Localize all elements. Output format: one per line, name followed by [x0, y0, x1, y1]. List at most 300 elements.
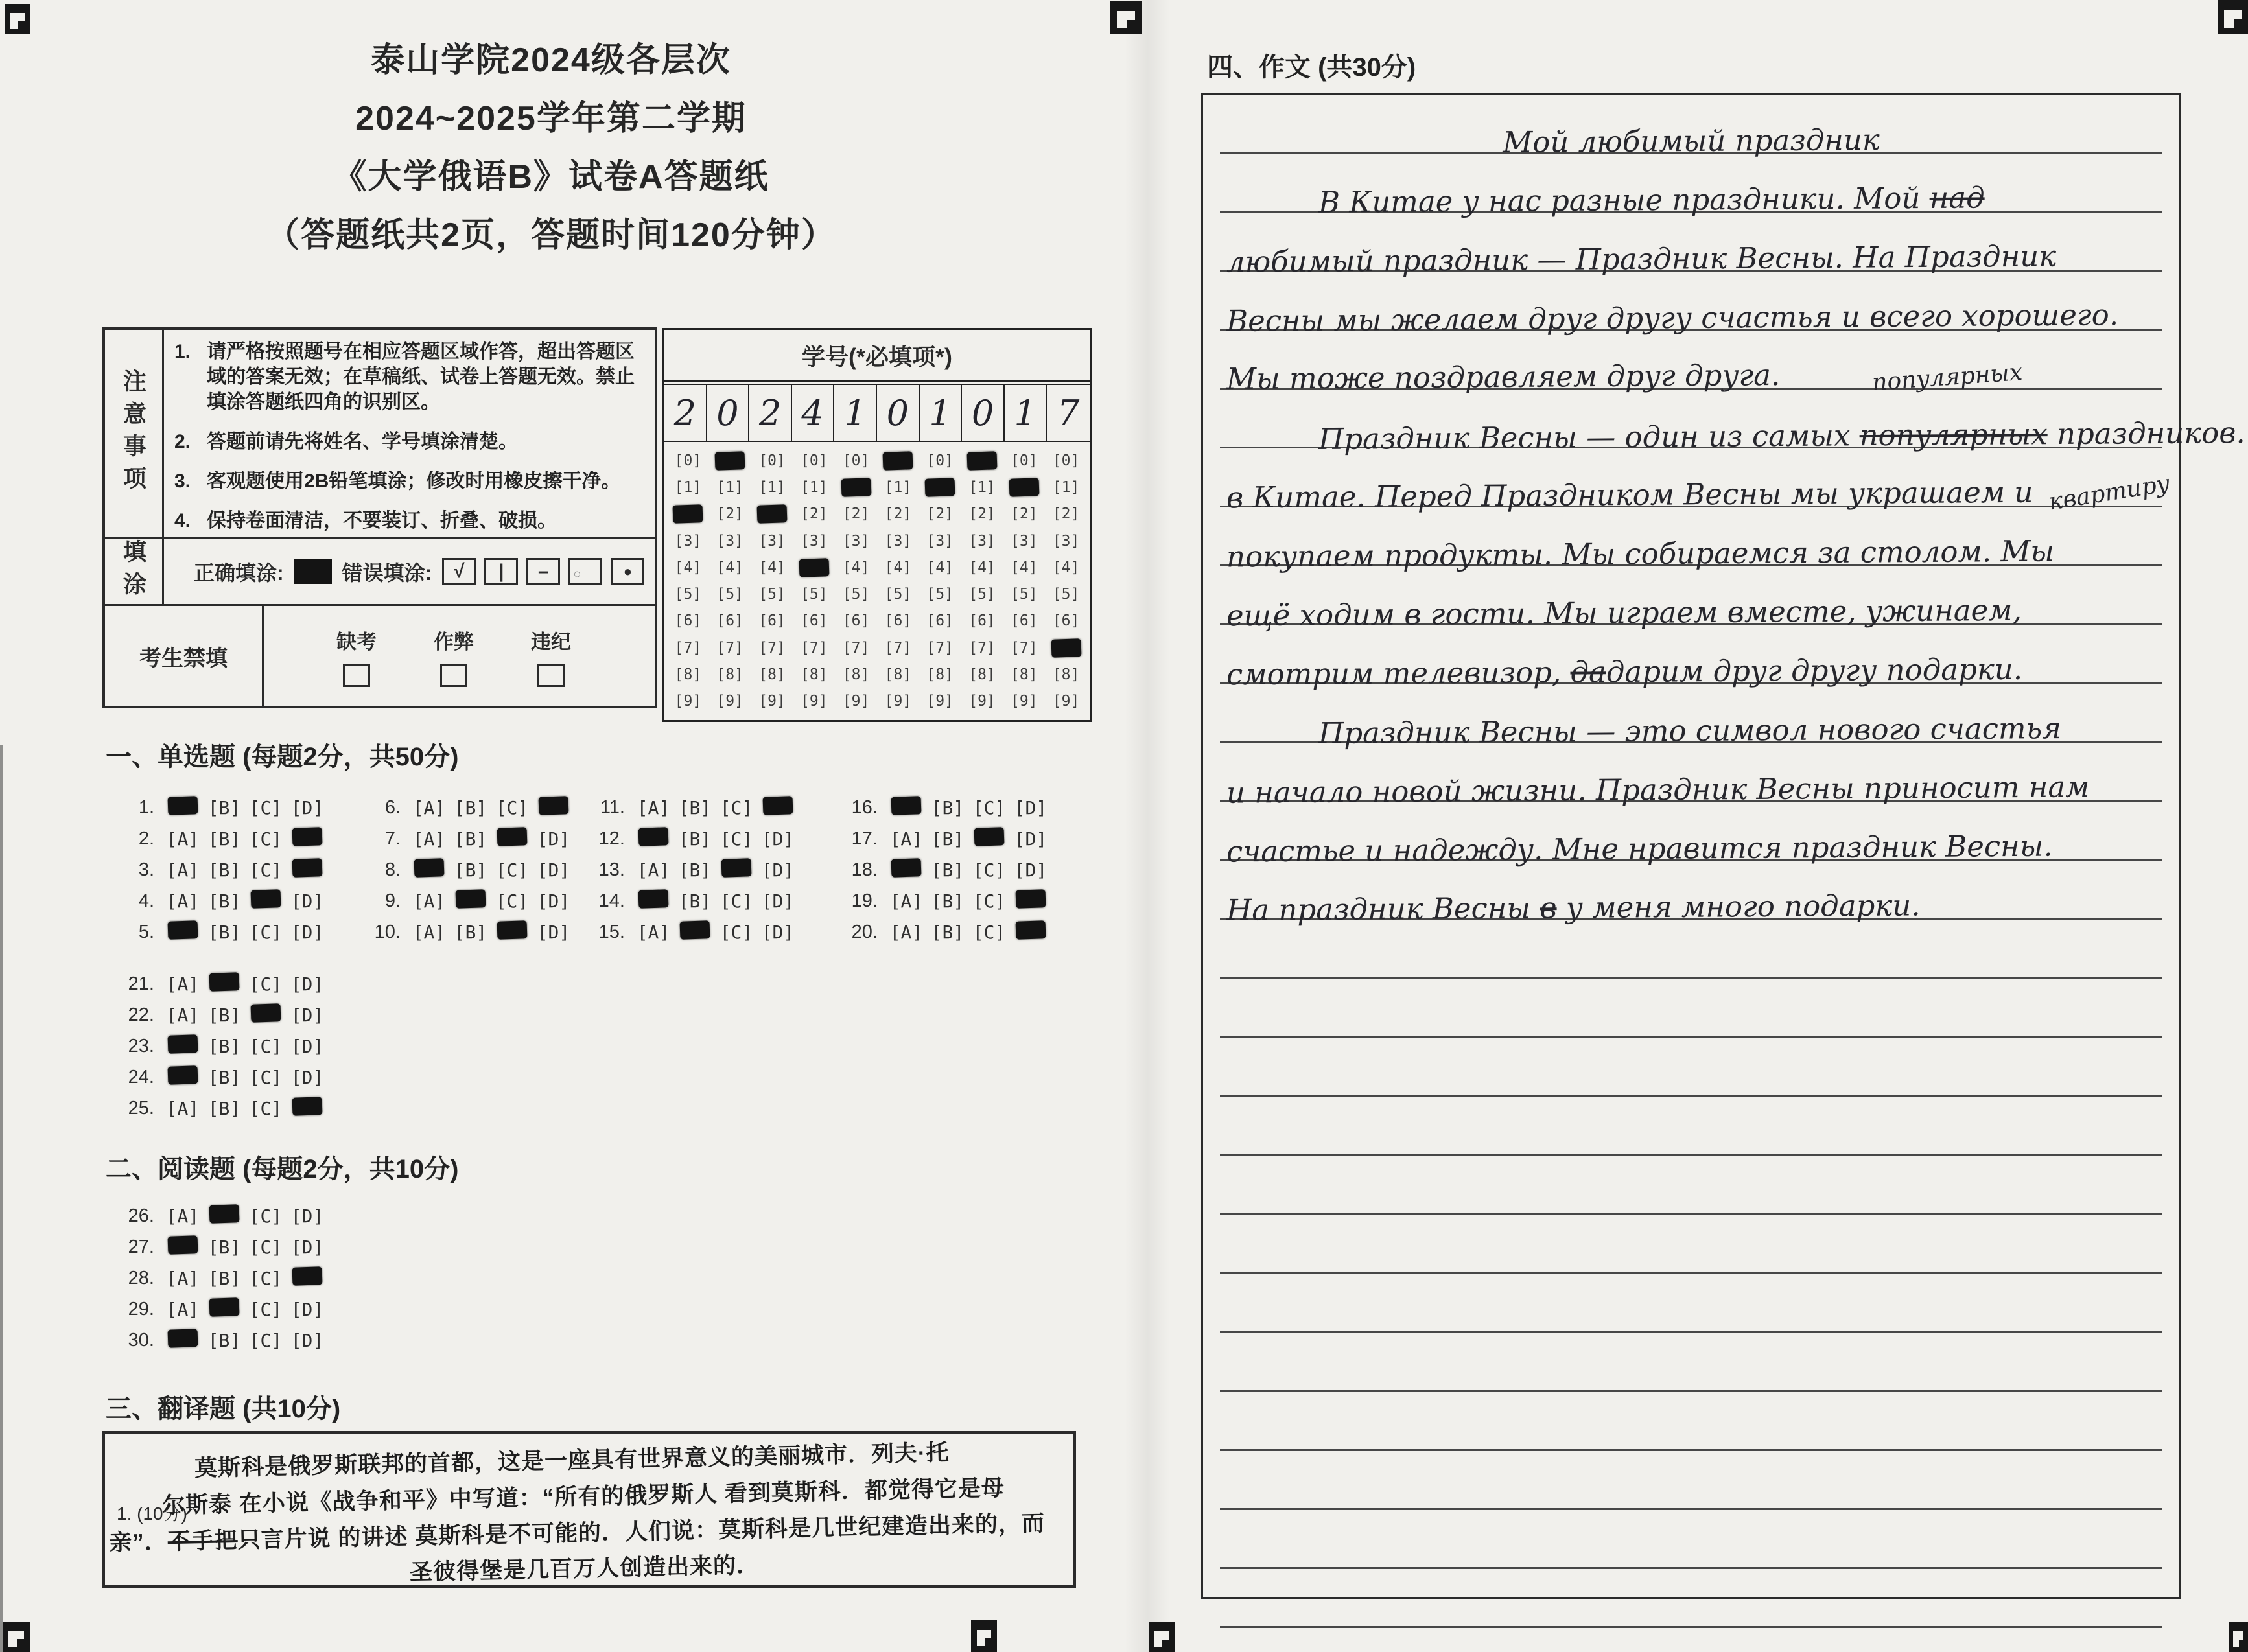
filled-answer-A[interactable]: [408, 859, 450, 881]
filled-answer-D[interactable]: [287, 828, 328, 850]
student-id-bubble[interactable]: [9]: [1011, 693, 1038, 710]
student-id-bubble[interactable]: [6]: [1052, 612, 1080, 630]
student-id-bubble[interactable]: [3]: [842, 532, 870, 550]
answer-option-A[interactable]: [A]: [166, 1267, 200, 1289]
mcq-row: [114, 1093, 328, 1124]
student-id-bubble[interactable]: [5]: [884, 586, 912, 603]
student-id-bubble[interactable]: [7]: [758, 639, 786, 657]
student-id-bubble[interactable]: [7]: [968, 639, 996, 657]
answer-option-A[interactable]: [A]: [637, 797, 670, 819]
answer-option-B[interactable]: [B]: [678, 859, 712, 881]
student-id-bubble[interactable]: [3]: [884, 532, 912, 550]
student-id-bubble[interactable]: [4]: [926, 559, 954, 576]
notice-item-text: 请严格按照题号在相应答题区域作答，超出答题区域的答案无效；在草稿纸、试卷上答题无效。禁止填涂答题纸四角的识别区。: [207, 341, 635, 413]
answer-option-D[interactable]: [D]: [537, 859, 570, 881]
student-id-bubble[interactable]: [709, 447, 751, 474]
student-id-bubble[interactable]: [667, 501, 709, 528]
student-id-bubble[interactable]: [2]: [884, 506, 912, 523]
student-id-bubble[interactable]: [5]: [926, 586, 954, 603]
wrong-fill-example-dash-icon: –: [526, 558, 560, 585]
wrong-fill-label: 错误填涂:: [342, 561, 432, 585]
filled-answer-B[interactable]: [204, 973, 245, 995]
answer-option-A[interactable]: [A]: [166, 1004, 200, 1026]
student-id-bubble[interactable]: [4]: [968, 559, 996, 576]
filled-answer-A[interactable]: [885, 797, 927, 819]
mcq-row: [837, 792, 1051, 823]
filled-bubble-mark: [799, 558, 829, 577]
student-id-bubble[interactable]: [1003, 474, 1045, 500]
answer-option-C[interactable]: [C]: [720, 828, 753, 850]
notice-row-instructions: [105, 330, 655, 539]
answer-option-D[interactable]: [D]: [290, 921, 324, 943]
student-id-bubble[interactable]: [8]: [758, 666, 786, 684]
answer-option-B[interactable]: [B]: [931, 797, 965, 819]
answer-option-D[interactable]: [D]: [290, 1066, 324, 1088]
answer-option-A[interactable]: [A]: [889, 890, 923, 912]
filled-answer-C[interactable]: [245, 890, 287, 913]
student-id-bubble[interactable]: [8]: [801, 666, 828, 684]
filled-bubble-mark: [891, 858, 922, 878]
answer-option-D[interactable]: [D]: [290, 1329, 324, 1351]
student-id-bubble[interactable]: [919, 474, 961, 500]
answer-option-C[interactable]: [C]: [495, 859, 529, 881]
struck-handwriting: 不手把: [167, 1527, 239, 1555]
student-id-bubble[interactable]: [7]: [1011, 639, 1038, 657]
student-id-digit: 1: [1005, 385, 1048, 441]
filled-answer-D[interactable]: [287, 1097, 328, 1120]
student-id-bubble[interactable]: [5]: [716, 586, 743, 603]
student-id-bubble[interactable]: [1]: [884, 478, 912, 496]
student-id-bubble[interactable]: [5]: [758, 586, 786, 603]
handwriting-text: 尔斯泰 在小说《战争和平》中写道：“所有的俄罗斯人 看到莫斯科．都觉得它是母: [161, 1475, 1005, 1518]
student-id-bubble[interactable]: [2]: [968, 506, 996, 523]
answer-option-D[interactable]: [D]: [761, 828, 795, 850]
filled-bubble-mark: [1016, 920, 1046, 940]
filled-answer-D[interactable]: [1010, 890, 1051, 913]
filled-answer-D[interactable]: [287, 859, 328, 881]
answer-option-C[interactable]: [C]: [249, 921, 283, 943]
violation-checkbox[interactable]: [537, 664, 565, 687]
student-id-bubble[interactable]: [1045, 634, 1087, 661]
registration-marker-icon: [1149, 1622, 1175, 1652]
answer-option-A[interactable]: [A]: [412, 828, 446, 850]
filled-bubble-mark: [209, 1297, 240, 1317]
answer-option-D[interactable]: [D]: [290, 1298, 324, 1320]
filled-answer-B[interactable]: [204, 1205, 245, 1227]
student-id-bubble[interactable]: [4]: [758, 559, 786, 576]
answer-option-C[interactable]: [C]: [249, 1329, 283, 1351]
notice-item-number: 2.: [174, 431, 191, 452]
student-id-bubble[interactable]: [7]: [674, 639, 702, 657]
answer-option-A[interactable]: [A]: [166, 828, 200, 850]
handwriting-text: Весны мы желаем друг другу счастья и всего хорошего.: [1226, 297, 2119, 338]
student-id-bubble[interactable]: [9]: [968, 693, 996, 710]
question-number: 5.: [138, 921, 154, 942]
answer-option-B[interactable]: [B]: [207, 1236, 241, 1258]
student-id-bubble[interactable]: [8]: [926, 666, 954, 684]
answer-option-B[interactable]: [B]: [931, 828, 965, 850]
student-id-bubble[interactable]: [8]: [716, 666, 743, 684]
answer-option-D[interactable]: [D]: [761, 890, 795, 912]
question-number: 8.: [384, 859, 401, 880]
forbidden-option-label: 违纪: [531, 630, 571, 653]
answer-option-B[interactable]: [B]: [207, 1097, 241, 1119]
answer-option-A[interactable]: [A]: [166, 859, 200, 881]
student-id-bubble[interactable]: [1]: [801, 478, 828, 496]
student-id-bubble[interactable]: [5]: [1011, 586, 1038, 603]
student-id-bubble[interactable]: [8]: [1052, 666, 1080, 684]
student-id-bubble[interactable]: [8]: [884, 666, 912, 684]
filled-answer-B[interactable]: [204, 1298, 245, 1321]
mcq-row: [837, 854, 1051, 885]
answer-option-B[interactable]: [B]: [454, 828, 487, 850]
filled-bubble-mark: [251, 889, 281, 909]
filled-answer-A[interactable]: [633, 890, 674, 913]
student-id-digit: 0: [962, 385, 1005, 441]
filled-answer-A[interactable]: [162, 797, 204, 819]
answer-option-B[interactable]: [B]: [931, 859, 965, 881]
notice-item: [174, 508, 648, 533]
student-id-bubble[interactable]: [1]: [1052, 478, 1080, 496]
answer-option-B[interactable]: [B]: [207, 1329, 241, 1351]
mcq-row: [360, 916, 574, 948]
answer-option-A[interactable]: [A]: [166, 973, 200, 995]
filled-answer-D[interactable]: [1010, 921, 1051, 944]
question-number: 16.: [851, 797, 878, 818]
student-id-bubble[interactable]: [9]: [884, 693, 912, 710]
answer-option-A[interactable]: [A]: [166, 1298, 200, 1320]
student-id-bubble[interactable]: [8]: [968, 666, 996, 684]
answer-option-C[interactable]: [C]: [249, 1298, 283, 1320]
student-id-bubble[interactable]: [3]: [716, 532, 743, 550]
student-id-bubble[interactable]: [5]: [801, 586, 828, 603]
mcq-row: [585, 916, 799, 948]
student-id-bubble[interactable]: [2]: [842, 506, 870, 523]
filled-answer-D[interactable]: [533, 797, 574, 819]
handwriting-text: дарим друг другу подарки.: [1606, 651, 2023, 690]
handwriting-text: Мы тоже поздравляем друг друга.: [1226, 358, 1781, 396]
filled-answer-C[interactable]: [491, 828, 533, 850]
answer-option-C[interactable]: [C]: [249, 828, 283, 850]
answer-option-C[interactable]: [C]: [720, 921, 753, 943]
student-id-bubble[interactable]: [8]: [842, 666, 870, 684]
filled-bubble-mark: [292, 858, 323, 878]
question-number: 20.: [851, 921, 878, 942]
question-number: 29.: [128, 1298, 154, 1320]
scan-edge-artifact: [0, 745, 3, 1652]
ruled-line: [1220, 625, 2162, 692]
handwriting-text: праздников.: [2047, 415, 2245, 452]
filled-answer-A[interactable]: [885, 859, 927, 881]
student-id-bubble[interactable]: [8]: [674, 666, 702, 684]
student-id-bubble[interactable]: [793, 554, 835, 581]
student-id-bubble[interactable]: [5]: [842, 586, 870, 603]
student-id-bubble[interactable]: [8]: [1011, 666, 1038, 684]
registration-marker-icon: [5, 4, 30, 34]
answer-option-D[interactable]: [D]: [1014, 797, 1048, 819]
answer-option-D[interactable]: [D]: [537, 890, 570, 912]
registration-marker-icon: [2229, 1622, 2248, 1652]
student-id-bubble[interactable]: [3]: [801, 532, 828, 550]
answer-option-B[interactable]: [B]: [207, 1066, 241, 1088]
student-id-bubble[interactable]: [5]: [674, 586, 702, 603]
student-id-bubble[interactable]: [3]: [968, 532, 996, 550]
answer-option-C[interactable]: [C]: [972, 890, 1006, 912]
filled-answer-B[interactable]: [674, 921, 716, 944]
filled-bubble-mark: [883, 451, 913, 471]
student-id-bubble[interactable]: [4]: [716, 559, 743, 576]
student-id-bubble[interactable]: [9]: [758, 693, 786, 710]
student-id-bubble[interactable]: [877, 447, 919, 474]
question-number: 14.: [598, 890, 625, 911]
student-id-bubble[interactable]: [9]: [1052, 693, 1080, 710]
student-id-bubble[interactable]: [4]: [842, 559, 870, 576]
student-id-bubble[interactable]: [1]: [716, 478, 743, 496]
answer-option-C[interactable]: [C]: [495, 797, 529, 819]
student-id-bubble[interactable]: [9]: [926, 693, 954, 710]
answer-option-B[interactable]: [B]: [454, 797, 487, 819]
answer-option-B[interactable]: [B]: [207, 859, 241, 881]
answer-option-D[interactable]: [D]: [761, 921, 795, 943]
student-id-bubble[interactable]: [6]: [1011, 612, 1038, 630]
student-id-bubble[interactable]: [5]: [1052, 586, 1080, 603]
student-id-bubble[interactable]: [6]: [674, 612, 702, 630]
student-id-bubble[interactable]: [2]: [801, 506, 828, 523]
registration-marker-icon: [971, 1620, 997, 1652]
student-id-bubble[interactable]: [0]: [926, 452, 954, 469]
exam-title: [0, 31, 1102, 264]
question-number: 25.: [128, 1097, 154, 1119]
filled-bubble-mark: [456, 889, 486, 909]
student-id-bubble[interactable]: [0]: [758, 452, 786, 469]
answer-option-A[interactable]: [A]: [166, 1205, 200, 1227]
handwritten-line: [410, 1547, 760, 1587]
filled-answer-A[interactable]: [162, 1236, 204, 1259]
student-id-bubble[interactable]: [6]: [968, 612, 996, 630]
student-id-bubble[interactable]: [4]: [1011, 559, 1038, 576]
answer-option-D[interactable]: [D]: [290, 797, 324, 819]
ruled-line: [1220, 95, 2162, 160]
student-id-bubble-grid: [664, 442, 1090, 720]
student-id-bubble[interactable]: [2]: [1052, 506, 1080, 523]
student-id-bubble[interactable]: [2]: [1011, 506, 1038, 523]
answer-option-B[interactable]: [B]: [207, 921, 241, 943]
answer-option-B[interactable]: [B]: [931, 921, 965, 943]
student-id-bubble[interactable]: [3]: [674, 532, 702, 550]
notice-side-label: [105, 330, 164, 537]
filled-answer-A[interactable]: [162, 1066, 204, 1089]
filled-bubble-mark: [721, 858, 752, 878]
student-id-bubble[interactable]: [7]: [801, 639, 828, 657]
answer-option-C[interactable]: [C]: [720, 890, 753, 912]
student-id-bubble[interactable]: [6]: [716, 612, 743, 630]
student-id-digit: 0: [707, 385, 750, 441]
mcq-row: [360, 885, 574, 916]
answer-option-C[interactable]: [C]: [972, 797, 1006, 819]
student-id-bubble[interactable]: [3]: [1011, 532, 1038, 550]
question-number: 9.: [384, 890, 401, 911]
answer-option-D[interactable]: [D]: [290, 1205, 324, 1227]
filled-answer-A[interactable]: [162, 921, 204, 944]
notice-side-label-text: 注意事项: [120, 369, 147, 498]
answer-option-C[interactable]: [C]: [249, 859, 283, 881]
mcq-row: [114, 1294, 328, 1325]
student-id-bubble[interactable]: [961, 447, 1003, 474]
answer-option-D[interactable]: [D]: [537, 828, 570, 850]
student-id-bubble[interactable]: [0]: [842, 452, 870, 469]
student-id-bubble[interactable]: [6]: [884, 612, 912, 630]
answer-option-D[interactable]: [D]: [290, 1236, 324, 1258]
answer-option-C[interactable]: [C]: [249, 1267, 283, 1289]
filled-answer-D[interactable]: [757, 797, 799, 819]
answer-option-A[interactable]: [A]: [166, 1097, 200, 1119]
filled-answer-B[interactable]: [450, 890, 491, 913]
answer-option-A[interactable]: [A]: [166, 890, 200, 912]
student-id-bubble[interactable]: [7]: [842, 639, 870, 657]
student-id-bubble[interactable]: [2]: [926, 506, 954, 523]
section-3-heading: 三、翻译题 (共10分): [106, 1395, 341, 1423]
answer-option-B[interactable]: [B]: [207, 797, 241, 819]
notice-item-text: 客观题使用2B铅笔填涂；修改时用橡皮擦干净。: [207, 471, 621, 492]
filled-answer-C[interactable]: [491, 921, 533, 944]
answer-option-C[interactable]: [C]: [249, 1205, 283, 1227]
answer-option-A[interactable]: [A]: [889, 828, 923, 850]
forbidden-option-label: 作弊: [434, 630, 474, 653]
student-id-bubble[interactable]: [9]: [801, 693, 828, 710]
answer-option-A[interactable]: [A]: [889, 921, 923, 943]
student-id-bubble[interactable]: [7]: [926, 639, 954, 657]
filled-answer-A[interactable]: [633, 828, 674, 850]
notice-item: [174, 339, 648, 415]
notice-table: [102, 327, 657, 708]
student-id-bubble[interactable]: [6]: [926, 612, 954, 630]
answer-option-B[interactable]: [B]: [207, 1267, 241, 1289]
student-id-bubble[interactable]: [0]: [1052, 452, 1080, 469]
answer-option-A[interactable]: [A]: [412, 797, 446, 819]
answer-option-B[interactable]: [B]: [207, 1035, 241, 1057]
translation-answer-box: [102, 1431, 1076, 1588]
student-id-bubble[interactable]: [0]: [801, 452, 828, 469]
handwriting-text: 莫斯科是俄罗斯联邦的首都，这是一座具有世界意义的美丽城市．列夫·托: [194, 1439, 950, 1482]
notice-item: [174, 429, 648, 454]
student-id-bubble[interactable]: [6]: [801, 612, 828, 630]
cheat-checkbox[interactable]: [440, 664, 467, 687]
answer-option-A[interactable]: [A]: [412, 890, 446, 912]
answer-option-B[interactable]: [B]: [454, 859, 487, 881]
answer-option-D[interactable]: [D]: [290, 890, 324, 912]
answer-option-C[interactable]: [C]: [249, 1066, 283, 1088]
filled-bubble-mark: [1009, 478, 1039, 497]
student-id-bubble[interactable]: [7]: [884, 639, 912, 657]
filled-bubble-mark: [841, 478, 871, 497]
student-id-bubble[interactable]: [9]: [842, 693, 870, 710]
student-id-bubble[interactable]: [835, 474, 877, 500]
translation-question-label: 1. (10分): [117, 1504, 187, 1524]
student-id-bubble[interactable]: [5]: [968, 586, 996, 603]
answer-option-B[interactable]: [B]: [678, 890, 712, 912]
student-id-block: [662, 328, 1092, 722]
student-id-bubble[interactable]: [3]: [1052, 532, 1080, 550]
student-id-bubble[interactable]: [2]: [716, 506, 743, 523]
answer-option-D[interactable]: [D]: [290, 1035, 324, 1057]
filled-answer-C[interactable]: [968, 828, 1010, 850]
student-id-bubble[interactable]: [4]: [674, 559, 702, 576]
filled-bubble-mark: [757, 504, 788, 524]
mcq-row: [114, 999, 328, 1030]
answer-option-B[interactable]: [B]: [931, 890, 965, 912]
answer-option-D[interactable]: [D]: [290, 973, 324, 995]
answer-option-C[interactable]: [C]: [249, 973, 283, 995]
student-id-bubble[interactable]: [4]: [1052, 559, 1080, 576]
student-id-bubble[interactable]: [0]: [674, 452, 702, 469]
handwriting-text: любимый праздник — Праздник Весны. На Праздник: [1226, 238, 2057, 279]
student-id-bubble[interactable]: [6]: [842, 612, 870, 630]
answer-option-C[interactable]: [C]: [249, 797, 283, 819]
answer-option-C[interactable]: [C]: [495, 890, 529, 912]
student-id-bubble[interactable]: [3]: [926, 532, 954, 550]
student-id-bubble[interactable]: [751, 501, 793, 528]
answer-option-C[interactable]: [C]: [249, 1097, 283, 1119]
ruled-line: [1220, 743, 2162, 810]
student-id-bubble[interactable]: [1]: [968, 478, 996, 496]
answer-option-B[interactable]: [B]: [678, 828, 712, 850]
answer-option-B[interactable]: [B]: [207, 890, 241, 912]
answer-option-C[interactable]: [C]: [972, 859, 1006, 881]
student-id-bubble[interactable]: [4]: [884, 559, 912, 576]
answer-option-D[interactable]: [D]: [537, 921, 570, 943]
filled-answer-D[interactable]: [287, 1267, 328, 1290]
student-id-bubble[interactable]: [0]: [1011, 452, 1038, 469]
question-number: 10.: [374, 921, 401, 942]
ruled-line: [1220, 1274, 2162, 1333]
section-1-heading: 一、单选题 (每题2分，共50分): [106, 743, 459, 771]
student-id-bubble[interactable]: [9]: [674, 693, 702, 710]
student-id-bubble[interactable]: [7]: [716, 639, 743, 657]
student-id-bubble[interactable]: [1]: [758, 478, 786, 496]
ruled-line: [1220, 1333, 2162, 1392]
student-id-bubble[interactable]: [9]: [716, 693, 743, 710]
answer-option-B[interactable]: [B]: [207, 828, 241, 850]
mcq-row: [837, 885, 1051, 916]
student-id-bubble[interactable]: [3]: [758, 532, 786, 550]
notice-row-fill-demo: [105, 539, 655, 606]
answer-option-B[interactable]: [B]: [678, 797, 712, 819]
filled-answer-C[interactable]: [245, 1004, 287, 1027]
answer-option-C[interactable]: [C]: [249, 1035, 283, 1057]
answer-option-C[interactable]: [C]: [972, 921, 1006, 943]
filled-answer-C[interactable]: [716, 859, 757, 881]
forbidden-option-absent: [336, 625, 377, 687]
answer-option-A[interactable]: [A]: [412, 921, 446, 943]
answer-option-B[interactable]: [B]: [454, 921, 487, 943]
student-id-bubble[interactable]: [1]: [674, 478, 702, 496]
answer-option-D[interactable]: [D]: [761, 859, 795, 881]
answer-option-C[interactable]: [C]: [720, 797, 753, 819]
filled-answer-A[interactable]: [162, 1035, 204, 1058]
answer-option-D[interactable]: [D]: [290, 1004, 324, 1026]
absent-checkbox[interactable]: [343, 664, 370, 687]
answer-option-A[interactable]: [A]: [637, 921, 670, 943]
answer-option-A[interactable]: [A]: [637, 859, 670, 881]
student-id-bubble[interactable]: [6]: [758, 612, 786, 630]
answer-option-B[interactable]: [B]: [207, 1004, 241, 1026]
correct-fill-label: 正确填涂:: [194, 561, 284, 585]
filled-answer-A[interactable]: [162, 1329, 204, 1352]
ruled-line: [1220, 802, 2162, 869]
answer-option-C[interactable]: [C]: [249, 1236, 283, 1258]
answer-option-D[interactable]: [D]: [1014, 828, 1048, 850]
answer-option-D[interactable]: [D]: [1014, 859, 1048, 881]
